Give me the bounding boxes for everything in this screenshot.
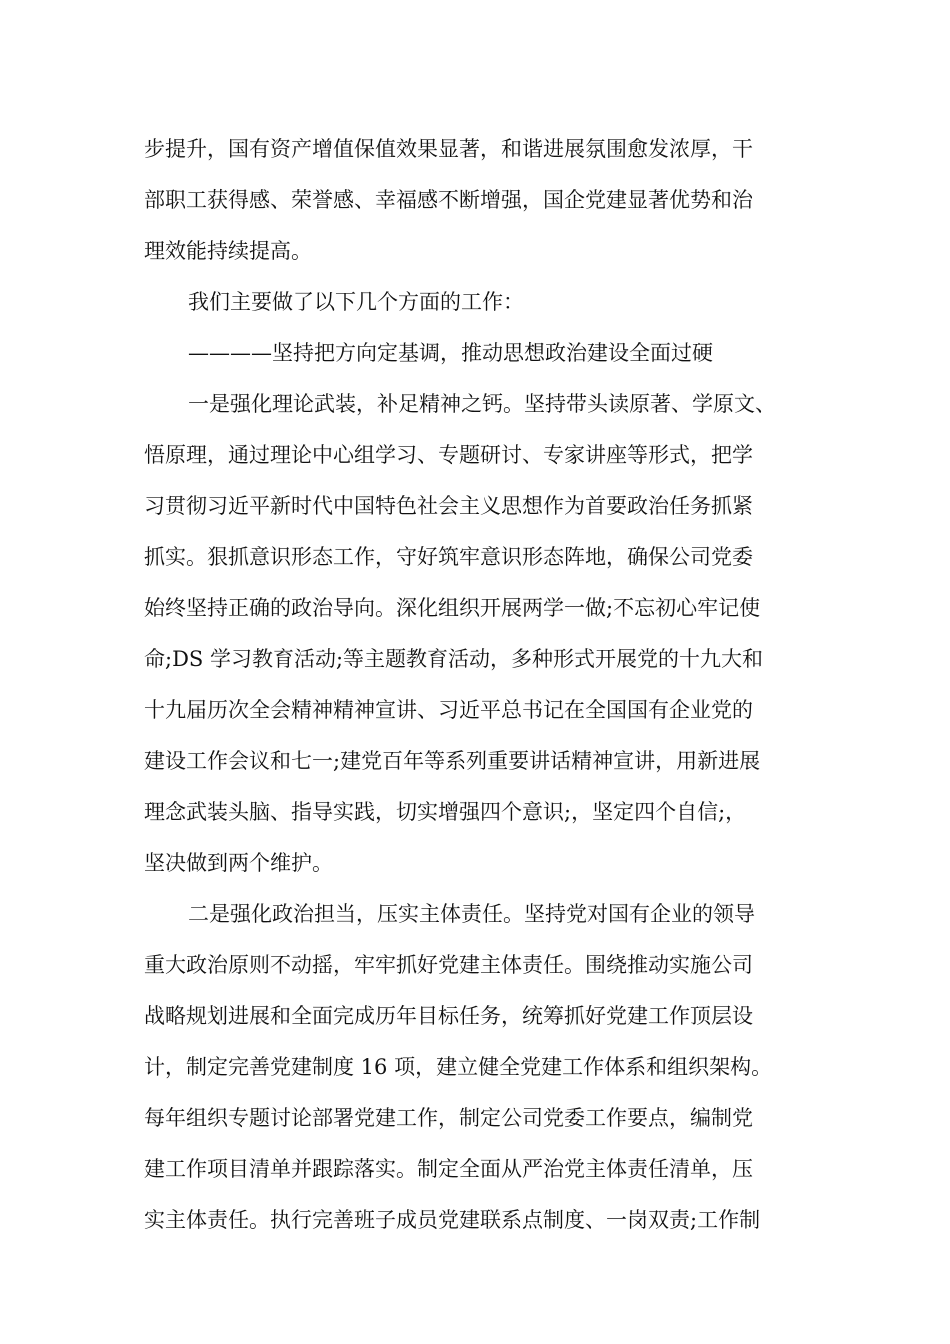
text-line: 部职工获得感、荣誉感、幸福感不断增强，国企党建显著优势和治 (144, 188, 753, 212)
text-line: 习贯彻习近平新时代中国特色社会主义思想作为首要政治任务抓紧 (144, 494, 753, 518)
paragraph-intro: 我们主要做了以下几个方面的工作： (188, 290, 524, 314)
text-line: 坚决做到两个维护。 (144, 851, 333, 875)
text-line: 重大政治原则不动摇，牢牢抓好党建主体责任。围绕推动实施公司 (144, 953, 753, 977)
text-line: 悟原理，通过理论中心组学习、专题研讨、专家讲座等形式，把学 (144, 443, 753, 467)
text-line: 每年组织专题讨论部署党建工作，制定公司党委工作要点，编制党 (144, 1106, 753, 1130)
text-line: 步提升，国有资产增值保值效果显著，和谐进展氛围愈发浓厚，干 (144, 137, 753, 161)
text-line: 建工作项目清单并跟踪落实。制定全面从严治党主体责任清单，压 (144, 1157, 753, 1181)
text-line: 二是强化政治担当，压实主体责任。坚持党对国有企业的领导 (188, 902, 755, 926)
text-line: 始终坚持正确的政治导向。深化组织开展两学一做;不忘初心牢记使 (144, 596, 761, 620)
text-line: 一是强化理论武装，补足精神之钙。坚持带头读原著、学原文、 (188, 392, 776, 416)
text-line: 抓实。狠抓意识形态工作，守好筑牢意识形态阵地，确保公司党委 (144, 545, 753, 569)
text-line: 建设工作会议和七一;建党百年等系列重要讲话精神宣讲，用新进展 (144, 749, 761, 773)
text-line: 理效能持续提高。 (144, 239, 312, 263)
text-line: 理念武装头脑、指导实践，切实增强四个意识;，坚定四个自信;， (144, 800, 747, 824)
text-line: 十九届历次全会精神精神宣讲、习近平总书记在全国国有企业党的 (144, 698, 753, 722)
text-line: 战略规划进展和全面完成历年目标任务，统筹抓好党建工作顶层设 (144, 1004, 753, 1028)
text-line: 实主体责任。执行完善班子成员党建联系点制度、一岗双责;工作制 (144, 1208, 761, 1232)
text-line: 命;DS 学习教育活动;等主题教育活动，多种形式开展党的十九大和 (144, 647, 764, 671)
section-heading: ————坚持把方向定基调，推动思想政治建设全面过硬 (188, 341, 713, 365)
document-body (144, 124, 808, 1246)
text-line: 计，制定完善党建制度 16 项，建立健全党建工作体系和组织架构。 (144, 1055, 773, 1079)
